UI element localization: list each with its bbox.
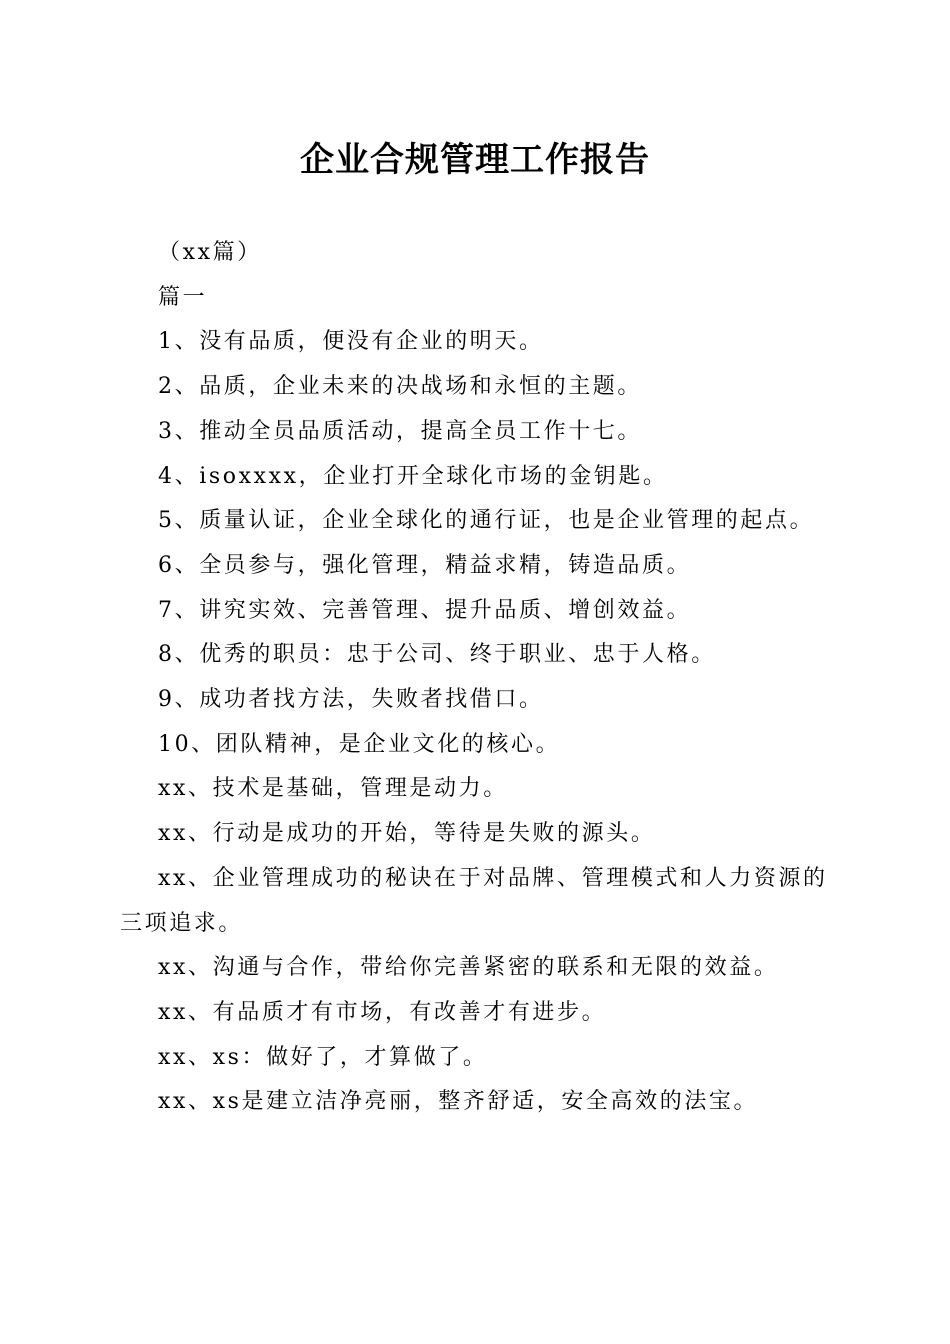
paragraph-item-5: 5、质量认证，企业全球化的通行证，也是企业管理的起点。 xyxy=(158,508,815,534)
paragraph-item-2: 2、品质，企业未来的决战场和永恒的主题。 xyxy=(158,374,642,400)
paragraph-item-14: xx、沟通与合作，带给你完善紧密的联系和无限的效益。 xyxy=(158,955,779,981)
paragraph-item-7: 7、讲究实效、完善管理、提升品质、增创效益。 xyxy=(158,597,692,623)
paragraph-item-17: xx、xs是建立洁净亮丽，整齐舒适，安全高效的法宝。 xyxy=(158,1089,759,1115)
paragraph-item-15: xx、有品质才有市场，有改善才有进步。 xyxy=(158,999,607,1025)
paragraph-item-16: xx、xs：做好了，才算做了。 xyxy=(158,1044,488,1070)
paragraph-item-3: 3、推动全员品质活动，提高全员工作十七。 xyxy=(158,418,642,444)
document-body xyxy=(120,231,840,1125)
paragraph-subtitle: （xx篇） xyxy=(158,240,262,265)
paragraph-section-heading: 篇一 xyxy=(158,284,208,310)
paragraph-item-4: 4、isoxxxx，企业打开全球化市场的金钥匙。 xyxy=(158,463,668,489)
paragraph-item-8: 8、优秀的职员：忠于公司、终于职业、忠于人格。 xyxy=(158,642,716,668)
document-title: 企业合规管理工作报告 xyxy=(300,140,650,180)
paragraph-item-10: 10、团队精神，是企业文化的核心。 xyxy=(158,731,561,757)
paragraph-item-13: xx、企业管理成功的秘诀在于对品牌、管理模式和人力资源的三项追求。 xyxy=(120,865,828,936)
paragraph-item-1: 1、没有品质，便没有企业的明天。 xyxy=(158,329,544,355)
paragraph-item-11: xx、技术是基础，管理是动力。 xyxy=(158,776,508,802)
paragraph-item-12: xx、行动是成功的开始，等待是失败的源头。 xyxy=(158,821,656,847)
paragraph-item-6: 6、全员参与，强化管理，精益求精，铸造品质。 xyxy=(158,552,692,578)
paragraph-item-9: 9、成功者找方法，失败者找借口。 xyxy=(158,687,544,713)
